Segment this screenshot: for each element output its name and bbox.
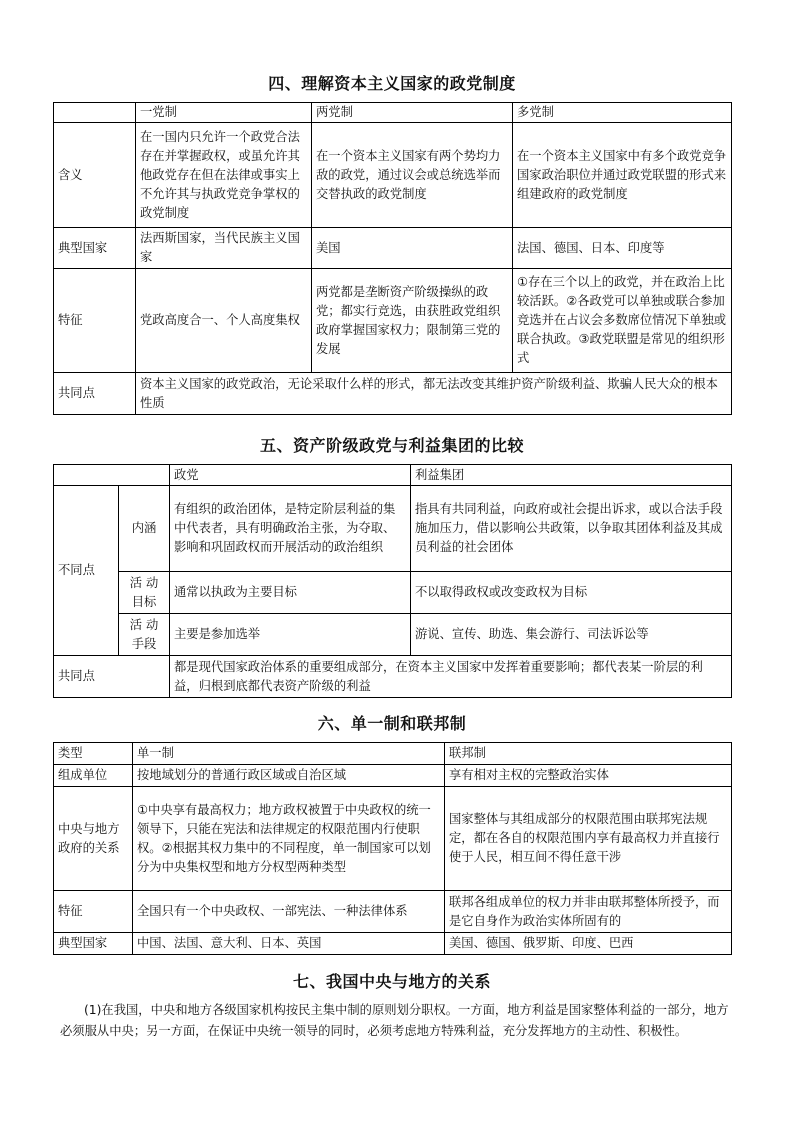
sub-label: 活 动 手段 (119, 614, 170, 656)
section-4-title: 四、理解资本主义国家的政党制度 (268, 74, 516, 93)
table-cell: 按地域划分的普通行政区域或自治区域 (133, 765, 445, 787)
table-cell: 在一国内只允许一个政党合法存在并掌握政权，或虽允许其他政党存在但在法律或事实上不允许其与执政党竞争掌权的政党制度 (136, 123, 312, 228)
table-row (54, 123, 732, 228)
table-cell: 指具有共同利益，向政府或社会提出诉求，或以合法手段施加压力，借以影响公共政策，以争取其团体利益及其成员利益的社会团体 (411, 486, 732, 572)
table-cell: 美国、德国、俄罗斯、印度、巴西 (445, 933, 732, 955)
header-cell: 联邦制 (445, 743, 732, 765)
row-label: 典型国家 (54, 933, 133, 955)
table-row (54, 614, 732, 656)
table-row (54, 933, 732, 955)
table-cell: 法国、德国、日本、印度等 (513, 228, 732, 269)
table-row (54, 787, 732, 891)
row-label: 共同点 (54, 656, 170, 698)
table-cell: 美国 (312, 228, 513, 269)
header-cell: 一党制 (136, 103, 312, 123)
table-cell: 在一个资本主义国家中有多个政党竞争国家政治职位并通过政党联盟的形式来组建政府的政党制度 (513, 123, 732, 228)
section-7-paragraph: (1)在我国，中央和地方各级国家机构按民主集中制的原则划分职权。一方面，地方利益是国家整体利益的一部分，地方必须服从中央；另一方面，在保证中央统一领导的同时，必须考虑地方特殊利益，充分发挥地方的主动性、积极性。 (60, 1003, 729, 1038)
table-cell: 通常以执政为主要目标 (170, 572, 411, 614)
table-row (54, 765, 732, 787)
table-cell: 两党都是垄断资产阶级操纵的政党；都实行竞选，由获胜政党组织政府掌握国家权力；限制第三党的发展 (312, 269, 513, 373)
table-cell: 主要是参加选举 (170, 614, 411, 656)
table-row (54, 486, 732, 572)
row-label: 不同点 (54, 486, 119, 656)
table-cell: 不以取得政权或改变政权为目标 (411, 572, 732, 614)
table-cell: 有组织的政治团体，是特定阶层利益的集中代表者，具有明确政治主张，为夺取、影响和巩固政权而开展活动的政治组织 (170, 486, 411, 572)
table-cell: 法西斯国家，当代民族主义国家 (136, 228, 312, 269)
row-label: 组成单位 (54, 765, 133, 787)
header-cell (54, 103, 136, 123)
table-cell: 在一个资本主义国家有两个势均力敌的政党，通过议会或总统选举而交替执政的政党制度 (312, 123, 513, 228)
header-cell (54, 465, 170, 486)
table-cell: 享有相对主权的完整政治实体 (445, 765, 732, 787)
table-cell: 联邦各组成单位的权力并非由联邦整体所授予，而是它自身作为政治实体所固有的 (445, 891, 732, 933)
table-cell: 党政高度合一、个人高度集权 (136, 269, 312, 373)
table-cell: 资本主义国家的政党政治，无论采取什么样的形式，都无法改变其维护资产阶级利益、欺骗人民大众的根本性质 (136, 373, 732, 415)
table-row (54, 373, 732, 415)
table-row (54, 228, 732, 269)
table-row (54, 891, 732, 933)
section-5-title: 五、资产阶级政党与利益集团的比较 (259, 436, 524, 455)
table-cell: 全国只有一个中央政权、一部宪法、一种法律体系 (133, 891, 445, 933)
table-cell: ①中央享有最高权力；地方政权被置于中央政权的统一领导下，只能在宪法和法律规定的权限范围内行使职权。②根据其权力集中的不同程度，单一制国家可以划分为中央集权型和地方分权型两种类型 (133, 787, 445, 891)
section-6-title: 六、单一制和联邦制 (317, 714, 467, 733)
unitary-federal-table (53, 742, 732, 955)
table-header-row (54, 465, 732, 486)
table-header-row (54, 103, 732, 123)
header-cell: 单一制 (133, 743, 445, 765)
table-cell: 国家整体与其组成部分的权限范围由联邦宪法规定，都在各自的权限范围内享有最高权力并直接行使于人民，相互间不得任意干涉 (445, 787, 732, 891)
section-7-title: 七、我国中央与地方的关系 (292, 972, 491, 991)
row-label: 共同点 (54, 373, 136, 415)
header-cell: 政党 (170, 465, 411, 486)
header-cell: 利益集团 (411, 465, 732, 486)
row-label: 典型国家 (54, 228, 136, 269)
table-cell: ①存在三个以上的政党，并在政治上比较活跃。②各政党可以单独或联合参加竞选并在占议会多数席位情况下单独或联合执政。③政党联盟是常见的组织形式 (513, 269, 732, 373)
row-label: 特征 (54, 891, 133, 933)
party-vs-interest-group-table (53, 464, 732, 698)
table-row (54, 269, 732, 373)
header-cell: 类型 (54, 743, 133, 765)
party-system-table (53, 102, 732, 415)
header-cell: 两党制 (312, 103, 513, 123)
table-cell: 游说、宣传、助选、集会游行、司法诉讼等 (411, 614, 732, 656)
header-cell: 多党制 (513, 103, 732, 123)
table-row (54, 656, 732, 698)
table-cell: 中国、法国、意大利、日本、英国 (133, 933, 445, 955)
row-label: 含义 (54, 123, 136, 228)
table-header-row (54, 743, 732, 765)
row-label: 特征 (54, 269, 136, 373)
table-cell: 都是现代国家政治体系的重要组成部分，在资本主义国家中发挥着重要影响；都代表某一阶层的利益，归根到底都代表资产阶级的利益 (170, 656, 732, 698)
sub-label: 活 动 目标 (119, 572, 170, 614)
sub-label: 内涵 (119, 486, 170, 572)
table-row (54, 572, 732, 614)
row-label: 中央与地方政府的关系 (54, 787, 133, 891)
